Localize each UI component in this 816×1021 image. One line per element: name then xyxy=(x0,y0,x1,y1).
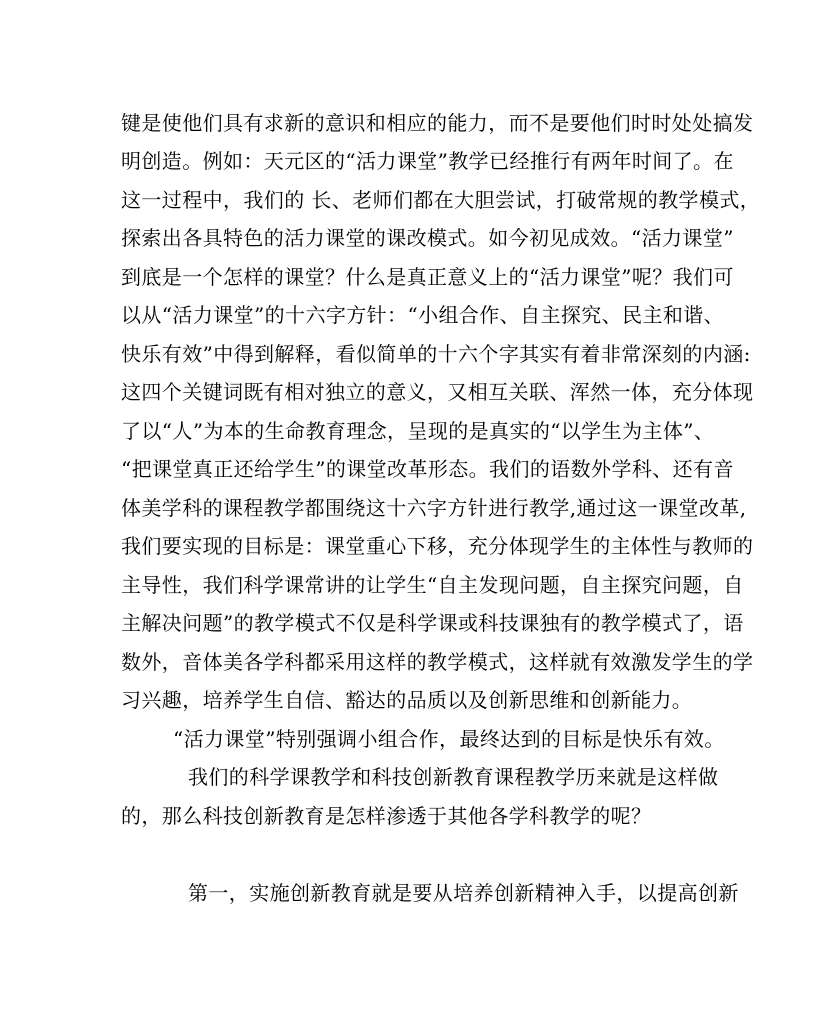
text-line: 数外，音体美各学科都采用这样的教学模式，这样就有效激发学生的学 xyxy=(121,650,754,674)
text-line: 以从“活力课堂”的十六字方针：“小组合作、自主探究、民主和谐、 xyxy=(121,303,725,327)
text-line: “把课堂真正还给学生”的课堂改革形态。我们的语数外学科、还有音 xyxy=(121,457,734,481)
text-line: 键是使他们具有求新的意识和相应的能力，而不是要他们时时处处搞发 xyxy=(121,111,754,135)
text-line: 这四个关键词既有相对独立的意义，又相互关联、浑然一体，充分体现 xyxy=(121,380,754,404)
text-line: 主解决问题”的教学模式不仅是科学课或科技课独有的教学模式了，语 xyxy=(121,611,744,635)
text-line: 到底是一个怎样的课堂？什么是真正意义上的“活力课堂”呢？我们可 xyxy=(121,265,734,289)
text-line: 我们要实现的目标是：课堂重心下移，充分体现学生的主体性与教师的 xyxy=(121,534,754,558)
text-line: 的，那么科技创新教育是怎样渗透于其他各学科教学的呢？ xyxy=(121,804,652,828)
text-line: 快乐有效”中得到解释，看似简单的十六个字其实有着非常深刻的内涵: xyxy=(121,342,751,366)
text-line: 第一，实施创新教育就是要从培养创新精神入手，以提高创新 xyxy=(188,881,739,905)
text-line: “活力课堂”特别强调小组合作，最终达到的目标是快乐有效。 xyxy=(173,727,725,751)
text-line: 这一过程中，我们的 长、老师们都在大胆尝试，打破常规的教学模式， xyxy=(121,188,761,212)
text-line: 了以“人”为本的生命教育理念，呈现的是真实的“以学生为主体”、 xyxy=(121,419,715,443)
text-line: 主导性，我们科学课常讲的让学生“自主发现问题，自主探究问题，自 xyxy=(121,573,744,597)
text-line: 探索出各具特色的活力课堂的课改模式。如今初见成效。“活力课堂” xyxy=(121,226,734,250)
text-line: 明创造。例如：天元区的“活力课堂”教学已经推行有两年时间了。在 xyxy=(121,149,734,173)
text-line: 我们的科学课教学和科技创新教育课程教学历来就是这样做 xyxy=(188,765,719,789)
text-line: 体美学科的课程教学都围绕这十六字方针进行教学,通过这一课堂改革, xyxy=(121,496,747,520)
text-line: 习兴趣，培养学生自信、豁达的品质以及创新思维和创新能力。 xyxy=(121,688,693,712)
